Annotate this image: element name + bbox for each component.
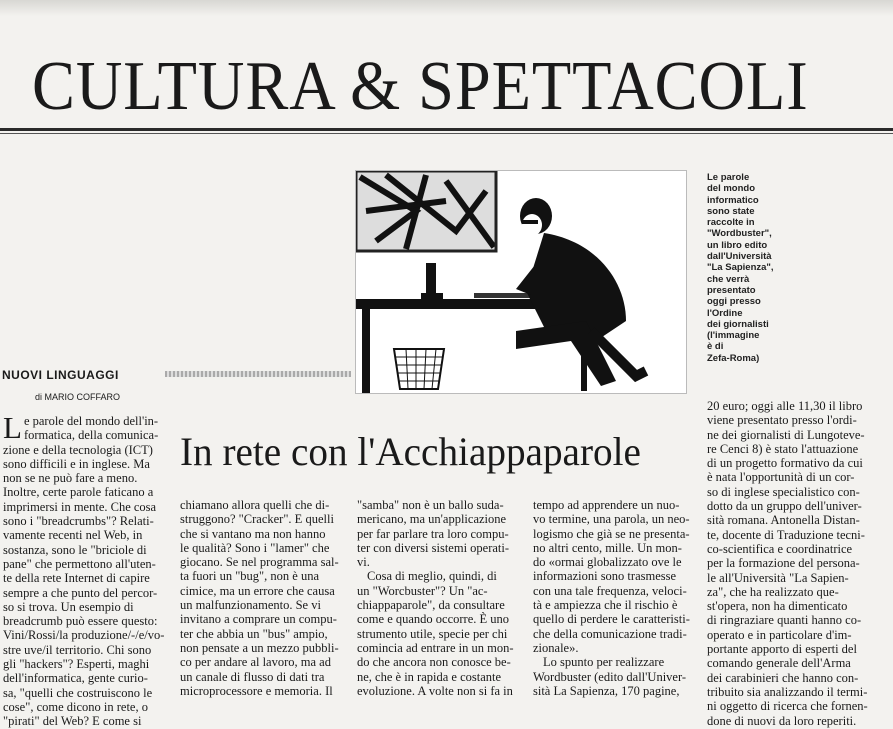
- title-rule-thin: [0, 133, 893, 134]
- title-rule: [0, 128, 893, 131]
- kicker-rule: [165, 371, 351, 377]
- image-caption: Le parole del mondo informatico sono state raccolte in "Wordbuster", un libro edito dall'Università "La Sapienza", che verrà presentato oggi presso l'Ordine dei giornalisti (l'immagine è di Zefa-Roma): [707, 172, 774, 364]
- man-at-computer-illustration: [356, 171, 686, 393]
- article-headline: In rete con l'Acchiappaparole: [180, 429, 641, 474]
- dropcap: L: [3, 410, 22, 445]
- article-kicker: NUOVI LINGUAGGI: [2, 368, 119, 382]
- article-column-3: "samba" non è un ballo suda- mericano, ma un'applicazione per far parlare tra loro compu- ter con diversi sistemi operati- vi. Cosa di meglio, quindi, di un "Worcbuster"? Un "ac- chiappaparole", da consultare come e quando occorre. È uno strumento utile, specie per chi comincia ad entrare in un mon- do che ancora non conosce be- ne, che è in rapida e costante evoluzione. A volte non si fa in: [357, 498, 514, 698]
- wastebasket-icon: [394, 349, 444, 389]
- article-column-5: 20 euro; oggi alle 11,30 il libro viene presentato presso l'ordi- ne dei giornalisti di Lungoteve- re Cenci 8) è stato l'attuazione di un progetto formativo da cui è nata l'opportunità di un cor- so di inglese specialistico con- dotto da un gruppo dell'univer- sità romana. Antonella Distan- te, docente di Traduzione tecni- co-scientifica e coordinatrice per la formazione del persona- le all'Università "La Sapien- za", che ha realizzato que- st'opera, non ha dimenticato di ringraziare quanti hanno co- operato e in particolare d'im- portante apporto di esperti del comando generale dell'Arma dei carabinieri che hanno con- tribuito sia analizzando il termi- ni oggetto di ricerca che fornen- done di nuovi da loro reperiti.: [707, 399, 868, 728]
- article-byline: di MARIO COFFARO: [35, 392, 121, 402]
- article-illustration: [355, 170, 687, 394]
- section-title: CULTURA & SPETTACOLI: [32, 48, 809, 125]
- article-column-1: L e parole del mondo dell'in- formatica, della comunica- zione e della tecnologia (ICT) sono difficili e in inglese. Ma non se ne può fare a meno. Inoltre, certe parole faticano a imprimersi in mente. Che cosa sono i "breadcrumbs"? Relati- vamente recenti nel Web, in sostanza, sono le "briciole di pane" che permettono all'uten- te della rete Internet di capire sempre a che punto del percor- so si trova. Un esempio di breadcrumb può essere questo: Vini/Rossi/la produzione/-/e/vo- stre uve/il territorio. Chi sono gli "hackers"? Esperti, maghi dell'informatica, gente curio- sa, "quelli che costruiscono le cose", come dicono in rete, o "pirati" del Web? E come si: [3, 410, 165, 729]
- article-column-4: tempo ad apprendere un nuo- vo termine, una parola, un neo- logismo che già se ne presenta- no altri cento, mille. Un mon- do «ormai globalizzato ove le informazioni sono trasmesse con una tale frequenza, veloci- tà e ampiezza che il rischio è quello di perdere le caratteristi- che della comunicazione tradi- zionale». Lo spunto per realizzare Wordbuster (edito dall'Univer- sità La Sapienza, 170 pagine,: [533, 498, 690, 698]
- top-shadow: [0, 0, 893, 16]
- article-column-2: chiamano allora quelli che di- struggono? "Cracker". E quelli che si vantano ma non hanno le qualità? Sono i "lamer" che giocano. Se nel programma sal- ta fuori un "bug", non è una cimice, ma un errore che causa un malfunzionamento. Se vi invitano a comprare un compu- ter che abbia un "bus" ampio, non pensate a un mezzo pubbli- co per andare al lavoro, ma ad un canale di flusso di dati tra microprocessore e memoria. Il: [180, 498, 339, 698]
